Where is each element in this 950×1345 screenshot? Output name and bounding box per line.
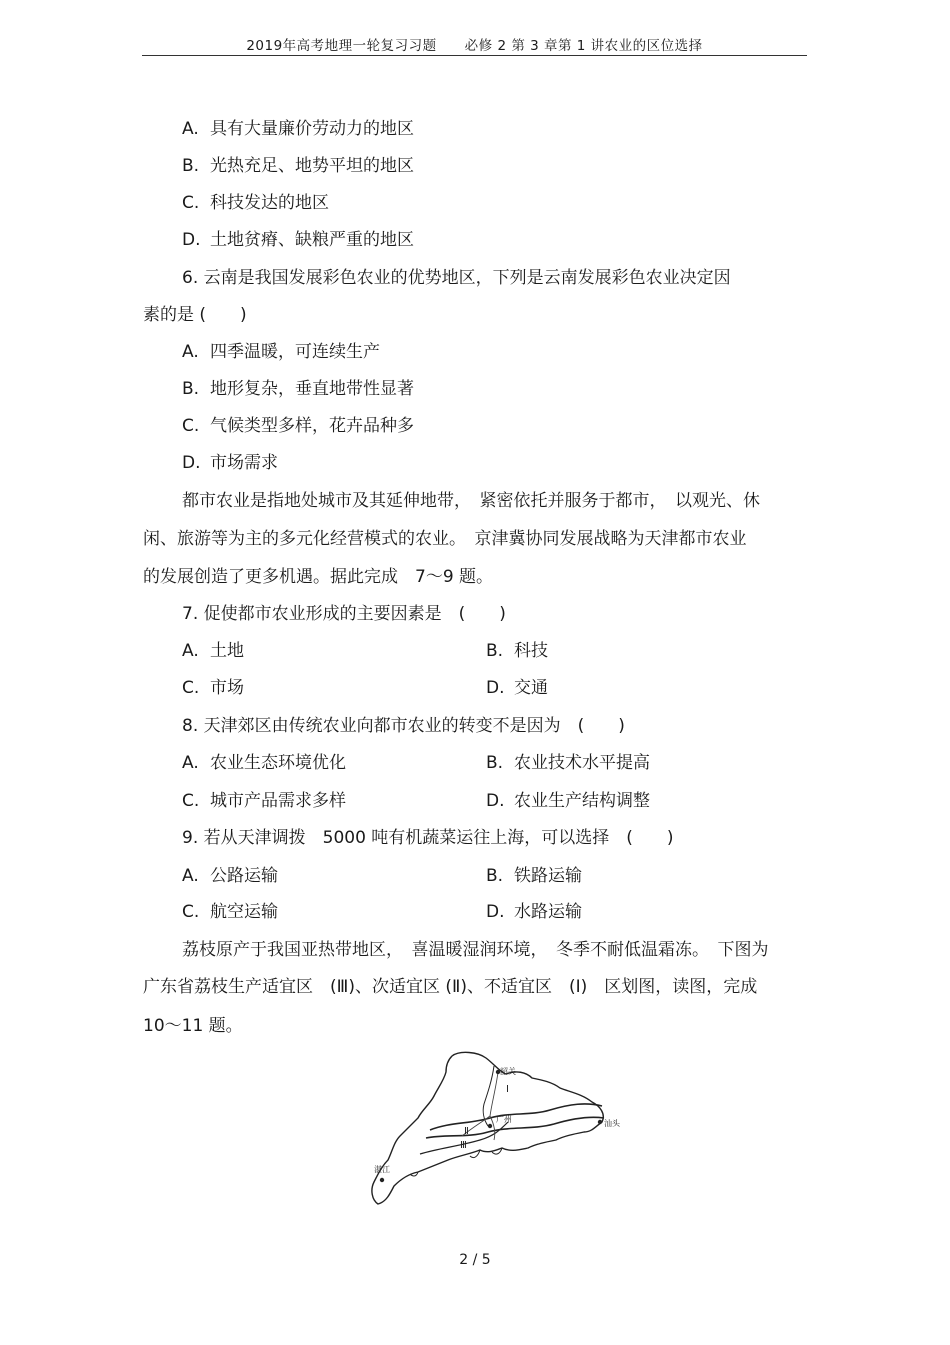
q5-option-b: B. 光热充足、地势平坦的地区 <box>182 156 414 176</box>
q9-stem: 9. 若从天津调拨 5000 吨有机蔬菜运往上海，可以选择 ( ) <box>182 828 674 848</box>
q9-option-c: C. 航空运输 <box>182 902 278 922</box>
zone-boundary-1 <box>430 1104 602 1130</box>
label-guangzhou: 广州 <box>496 1115 512 1124</box>
passage1-line1: 都市农业是指地处城市及其延伸地带， 紧密依托并服务于都市， 以观光、休 <box>182 491 760 511</box>
q7-option-c: C. 市场 <box>182 678 244 698</box>
province-outline <box>372 1052 603 1204</box>
guangdong-lychee-zone-map <box>360 1044 630 1214</box>
passage2-line2: 广东省荔枝生产适宜区 (Ⅲ)、次适宜区 (Ⅱ)、不适宜区 (Ⅰ) 区划图，读图，完成 <box>143 977 758 997</box>
q8-option-c: C. 城市产品需求多样 <box>182 791 346 811</box>
label-zone3: Ⅲ <box>460 1140 467 1151</box>
passage2-line3: 10～11 题。 <box>143 1016 243 1036</box>
q6-option-d: D. 市场需求 <box>182 453 278 473</box>
q7-stem: 7. 促使都市农业形成的主要因素是 ( ) <box>182 604 506 624</box>
passage1-line3: 的发展创造了更多机遇。据此完成 7～9 题。 <box>143 567 494 587</box>
label-zone2: Ⅱ <box>464 1126 469 1137</box>
zone-boundary-2 <box>426 1117 604 1138</box>
header-divider <box>142 55 807 56</box>
zhanjiang-dot <box>380 1178 384 1182</box>
q8-option-b: B. 农业技术水平提高 <box>486 753 650 773</box>
shantou-dot <box>598 1120 602 1124</box>
q8-stem: 8. 天津郊区由传统农业向都市农业的转变不是因为 ( ) <box>182 716 625 736</box>
q6-option-b: B. 地形复杂，垂直地带性显著 <box>182 379 414 399</box>
label-shantou: 汕头 <box>604 1119 620 1128</box>
q7-option-b: B. 科技 <box>486 641 548 661</box>
passage1-line2: 闲、旅游等为主的多元化经营模式的农业。 京津冀协同发展战略为天津都市农业 <box>143 529 747 549</box>
q9-option-d: D. 水路运输 <box>486 902 582 922</box>
label-zhanjiang: 湛江 <box>374 1165 390 1174</box>
page-number: 2 / 5 <box>459 1252 491 1268</box>
q7-option-d: D. 交通 <box>486 678 548 698</box>
label-zone1: Ⅰ <box>506 1084 509 1095</box>
passage2-line1: 荔枝原产于我国亚热带地区， 喜温暖湿润环境， 冬季不耐低温霜冻。 下图为 <box>182 940 769 960</box>
q8-option-d: D. 农业生产结构调整 <box>486 791 650 811</box>
q5-option-a: A. 具有大量廉价劳动力的地区 <box>182 119 414 139</box>
q6-option-a: A. 四季温暖，可连续生产 <box>182 342 380 362</box>
guangzhou-dot <box>488 1124 492 1128</box>
q6-stem-line2: 素的是 ( ) <box>143 305 247 325</box>
q9-option-b: B. 铁路运输 <box>486 866 582 886</box>
q5-option-c: C. 科技发达的地区 <box>182 193 329 213</box>
page-header: 2019年高考地理一轮复习习题 必修 2 第 3 章第 1 讲农业的区位选择 <box>246 38 703 54</box>
q6-option-c: C. 气候类型多样，花卉品种多 <box>182 416 414 436</box>
label-shaoguan: 韶关 <box>500 1067 516 1076</box>
q9-option-a: A. 公路运输 <box>182 866 278 886</box>
q8-option-a: A. 农业生态环境优化 <box>182 753 346 773</box>
q6-stem-line1: 6. 云南是我国发展彩色农业的优势地区，下列是云南发展彩色农业决定因 <box>182 268 731 288</box>
q7-option-a: A. 土地 <box>182 641 244 661</box>
q5-option-d: D. 土地贫瘠、缺粮严重的地区 <box>182 230 414 250</box>
